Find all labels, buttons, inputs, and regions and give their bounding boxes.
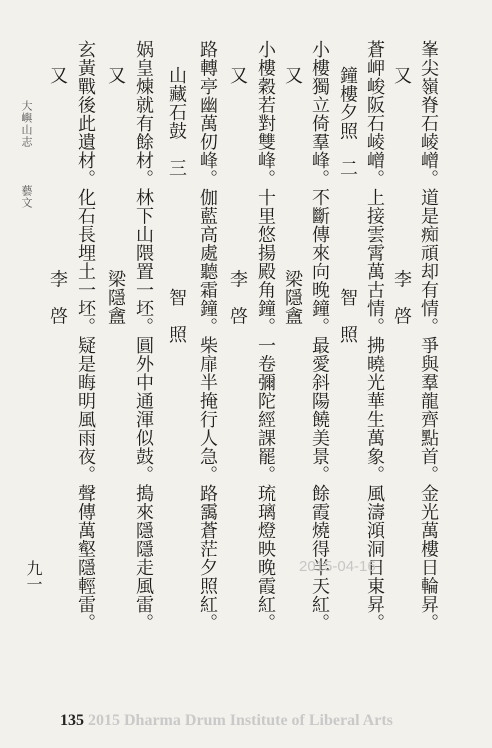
text-column: 蒼岬峻阪石崚嶒。上接雲霄萬古情。拂曉光華生萬象。風濤澒洞日東昇。 [364, 40, 385, 632]
text-column: 又 梁隱盦 [105, 66, 126, 325]
text-column: 小樓獨立倚羣峰。不斷傳來向晚鐘。最愛斜陽饒美景。餘霞燒得半天紅。 [309, 40, 330, 632]
footer-page: 135 [60, 712, 84, 729]
text-column: 鐘樓夕照 二 智 照 [337, 66, 358, 344]
text-column: 玄黃戰後此遺材。化石長埋土一坯。疑是晦明風雨夜。聲傳萬壑隱輕雷。 [75, 40, 96, 632]
date-stamp: 2015-04-16 [299, 558, 376, 575]
text-column: 娲皇煉就有餘材。林下山隈置一坯。圓外中通渾似鼓。搗來隱隱走風雷。 [133, 40, 154, 632]
text-column: 路轉亭幽萬仞峰。伽藍高處聽霜鐘。柴扉半掩行人急。路靄蒼茫夕照紅。 [197, 40, 218, 632]
text-column: 又 李 啓 [227, 66, 248, 325]
text-column: 峯尖嶺脊石崚嶒。道是痴頑却有情。爭與羣龍齊點首。金光萬樓日輪昇。 [418, 40, 439, 632]
text-column: 又 李 啓 [47, 66, 68, 325]
footer [60, 712, 393, 730]
text-column: 又 梁隱盦 [282, 66, 303, 325]
page-number: 九一 [24, 560, 43, 592]
text-column: 又 李 啓 [391, 66, 412, 325]
text-column: 小樓穀若對雙峰。十里悠揚殿角鐘。一卷彌陀經課罷。琉璃燈映晚霞紅。 [255, 40, 276, 632]
footer-institute: 2015 Dharma Drum Institute of Liberal Arts [88, 712, 393, 729]
section-label: 藝文 [20, 185, 33, 209]
running-head: 大嶼山志 [20, 100, 33, 148]
text-column: 山藏石鼓 三 智 照 [166, 66, 187, 344]
